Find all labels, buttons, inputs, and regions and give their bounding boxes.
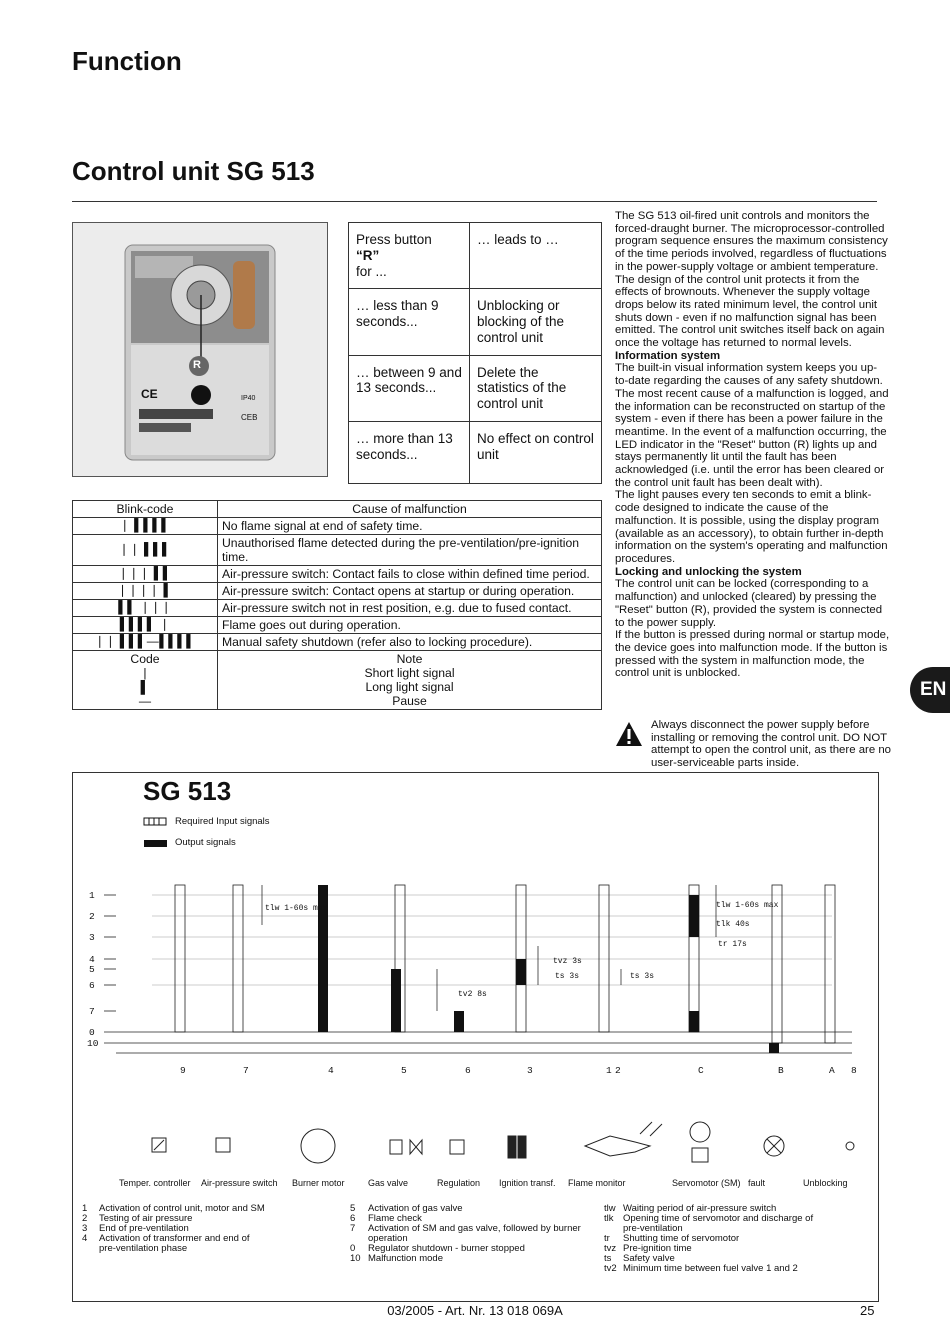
note-text: operation [368,1233,408,1244]
legend-notes [218,651,602,710]
legend-note: Short light signal [364,666,455,681]
note-key: tv2 [604,1263,617,1274]
table-cell: … more than 13 seconds... [349,422,470,484]
note-key: tvz [604,1243,617,1254]
note-key: 5 [350,1203,356,1214]
note-text: Shutting time of servomotor [623,1233,740,1244]
legend-codes [73,651,218,710]
reset-button-table [348,222,602,484]
legend-row [73,651,602,710]
language-tab-label: EN [920,679,947,700]
diagram-title: SG 513 [143,776,232,806]
step-label: 7 [243,1065,249,1076]
row-label: 3 [89,932,95,943]
table-header-row [73,501,602,518]
footer-article-number: 03/2005 - Art. Nr. 13 018 069A [387,1303,563,1318]
note-key: 3 [82,1223,88,1234]
warning-icon [615,721,643,747]
input-signal-swatch [143,817,168,827]
note-key: tlw [604,1203,616,1214]
cause-text: No flame signal at end of safety time. [218,518,602,535]
note-text: pre-ventilation [623,1223,683,1234]
table-row [73,535,602,566]
timing-label: tr 17s [718,940,747,949]
step-label: A [829,1065,835,1076]
table-row [349,355,602,421]
timing-label: tlw 1-60s max [265,904,328,913]
component-label: Temper. controller [119,1178,191,1188]
note-text: Flame check [368,1213,422,1224]
column-header-cause: Cause of malfunction [218,501,602,518]
blink-code: ❘❘ ▌▌▌ [73,535,218,566]
component-label: Burner motor [292,1178,345,1188]
step-label: 2 [615,1065,621,1076]
cell-text: Press button [356,232,432,247]
note-key: ts [604,1253,612,1264]
note-key: 1 [82,1203,88,1214]
cause-text: Air-pressure switch not in rest position, e.g. due to fused contact. [218,600,602,617]
note-text: Minimum time between fuel valve 1 and 2 [623,1263,798,1274]
legend-code-header: Code [130,652,160,667]
note-key: 7 [350,1223,356,1234]
blink-code: ❘❘❘❘ ▌ [73,583,218,600]
row-label: 2 [89,911,95,922]
note-text: Activation of gas valve [368,1203,463,1214]
component-label: fault [748,1178,766,1188]
note-key: 0 [350,1243,356,1254]
blink-code: ❘❘ ▌▌▌—▌▌▌▌ [73,634,218,651]
blink-code-table [72,500,602,710]
note-text: Testing of air pressure [99,1213,193,1224]
warning-text: Always disconnect the power supply before installing or removing the control unit. DO NOT attempt to open the control unit, as there are no user-serviceable parts inside. [651,719,891,770]
page-number: 25 [860,1303,875,1318]
table-cell: … less than 9 seconds... [349,289,470,355]
cell-text: for ... [356,263,387,279]
step-label: 3 [527,1065,533,1076]
cause-text: Flame goes out during operation. [218,617,602,634]
ip-rating: IP40 [241,395,256,402]
blink-code: ❘❘❘ ▌▌ [73,566,218,583]
table-row [349,422,602,484]
page-title: Control unit SG 513 [72,156,315,186]
note-text: Pre-ignition time [623,1243,692,1254]
row-label: 7 [89,1006,95,1017]
control-unit-image [73,223,327,476]
note-text: Activation of transformer and end of [99,1233,250,1244]
timing-label: ts 3s [555,972,580,981]
device-photo [72,222,328,477]
ce-mark: CE [141,387,158,401]
table-row [73,634,602,651]
step-label: B [778,1065,784,1076]
row-label: 10 [87,1038,99,1049]
legend-code: — [138,694,152,709]
table-cell: Delete the statistics of the control unit [470,355,602,421]
section-title: Function [72,46,182,76]
locking-paragraph: The control unit can be locked (corresponding to a malfunction) and unlocked (cleared) by pressing the "Reset" button (R), provided the system is connected to the power supply. [615,578,883,629]
row-label: 0 [89,1027,95,1038]
timing-label: tlw 1-60s max [716,901,779,910]
cell-text: “R” [356,247,380,263]
locking-paragraph-2: If the button is pressed during normal or startup mode, the device goes into malfunction mode. If the button is pressed with the system in malfunction mode, the control unit is unblocked. [615,629,890,680]
note-text: Regulator shutdown - burner stopped [368,1243,525,1254]
table-row [73,566,602,583]
row-label: 4 [89,954,95,965]
legend-output-label: Output signals [175,837,236,848]
table-row [349,223,602,289]
info-system-heading: Information system [615,349,721,362]
note-text: End of pre-ventilation [99,1223,189,1234]
table-cell: … leads to … [470,223,602,289]
timing-label: ts 3s [630,972,655,981]
table-row [73,518,602,535]
legend-note: Pause [392,694,427,709]
table-row [73,583,602,600]
title-divider [72,201,877,202]
row-label: 5 [89,964,95,975]
component-symbols [140,1118,870,1176]
table-row [349,289,602,355]
ceb-label: CEB [241,413,258,422]
step-label: 8 [851,1065,857,1076]
component-label: Ignition transf. [499,1178,556,1188]
cause-text: Air-pressure switch: Contact opens at startup or during operation. [218,583,602,600]
cause-text: Air-pressure switch: Contact fails to close within defined time period. [218,566,602,583]
table-cell: No effect on control unit [470,422,602,484]
note-text: Safety valve [623,1253,675,1264]
note-key: 6 [350,1213,356,1224]
locking-heading: Locking and unlocking the system [615,565,802,578]
row-label: 1 [89,890,95,901]
step-label: 9 [180,1065,186,1076]
step-label: 6 [465,1065,471,1076]
note-text: Waiting period of air-pressure switch [623,1203,777,1214]
note-text: Opening time of servomotor and discharge of [623,1213,814,1224]
table-cell: … between 9 and 13 seconds... [349,355,470,421]
component-label: Servomotor (SM) [672,1178,741,1188]
table-cell: Unblocking or blocking of the control unit [470,289,602,355]
note-text: Activation of SM and gas valve, followed by burner [368,1223,581,1234]
note-key: 4 [82,1233,88,1244]
description-text [615,210,890,680]
row-label: 6 [89,980,95,991]
component-label: Air-pressure switch [201,1178,278,1188]
note-key: tr [604,1233,610,1244]
component-label: Gas valve [368,1178,409,1188]
timing-label: tv2 8s [458,990,487,999]
note-text: Malfunction mode [368,1253,443,1264]
legend-code: | [143,666,147,681]
note-key: 10 [350,1253,361,1264]
reset-button-label: R [193,359,201,371]
output-signal-bars [318,885,779,1053]
note-text: Activation of control unit, motor and SM [99,1203,265,1214]
component-label: Flame monitor [568,1178,626,1188]
component-label: Unblocking [803,1178,848,1188]
step-label: 5 [401,1065,407,1076]
timing-label: tvz 3s [553,957,582,966]
table-cell [349,223,470,289]
legend-input-label: Required Input signals [175,816,270,827]
blink-code: ▌▌ ❘❘❘ [73,600,218,617]
table-row [73,600,602,617]
step-label: 4 [328,1065,334,1076]
component-label: Regulation [437,1178,481,1188]
note-key: tlk [604,1213,614,1224]
language-tab [910,667,950,713]
column-header-code: Blink-code [73,501,218,518]
cause-text: Unauthorised flame detected during the pre-ventilation/pre-ignition time. [218,535,602,566]
step-label: 1 [606,1065,612,1076]
table-row [73,617,602,634]
intro-paragraph: The SG 513 oil-fired unit controls and monitors the forced-draught burner. The microprocessor-controlled program sequence ensures the maximum consistency of the time periods involved, regardless of fluctuations in the power-supply voltage or ambient temperature. The design of the control unit protects it from the effects of brownouts. Whenever the supply voltage drops below its rated minimum level, the control unit shuts down - even if no malfunction signal has been emitted. The control unit switches itself back on again once the voltage has returned to normal levels. [615,210,888,350]
timing-label: tlk 40s [716,920,750,929]
output-signal-swatch [144,840,167,847]
note-key: 2 [82,1213,88,1224]
legend-note-header: Note [396,652,423,667]
blink-code: ❘ ▌▌▌▌ [73,518,218,535]
legend-code: ▌ [140,680,150,695]
note-text: pre-ventilation phase [99,1243,188,1254]
cause-text: Manual safety shutdown (refer also to locking procedure). [218,634,602,651]
step-label: C [698,1065,704,1076]
info-system-paragraph: The built-in visual information system keeps you up-to-date regarding the causes of any safety shutdown. The most recent cause of a malfunction is logged, and the information can be reconstructed on startup of the system - even if there has been a power failure in the meantime. In the event of a malfunction occurring, the LED indicator in the "Reset" button (R) lights up and stays permanently lit until the fault has been acknowledged (i.e. until the error has been cleared or the control unit fault has been dealt with). [615,362,889,489]
info-system-paragraph-2: The light pauses every ten seconds to emit a blink-code designed to indicate the cause of the malfunction. It is possible, using the display program (available as an accessory), to obtain further in-depth information on the system's operating and malfunction procedures. [615,489,888,565]
blink-code: ▌▌▌▌ ❘ [73,617,218,634]
legend-note: Long light signal [365,680,454,695]
